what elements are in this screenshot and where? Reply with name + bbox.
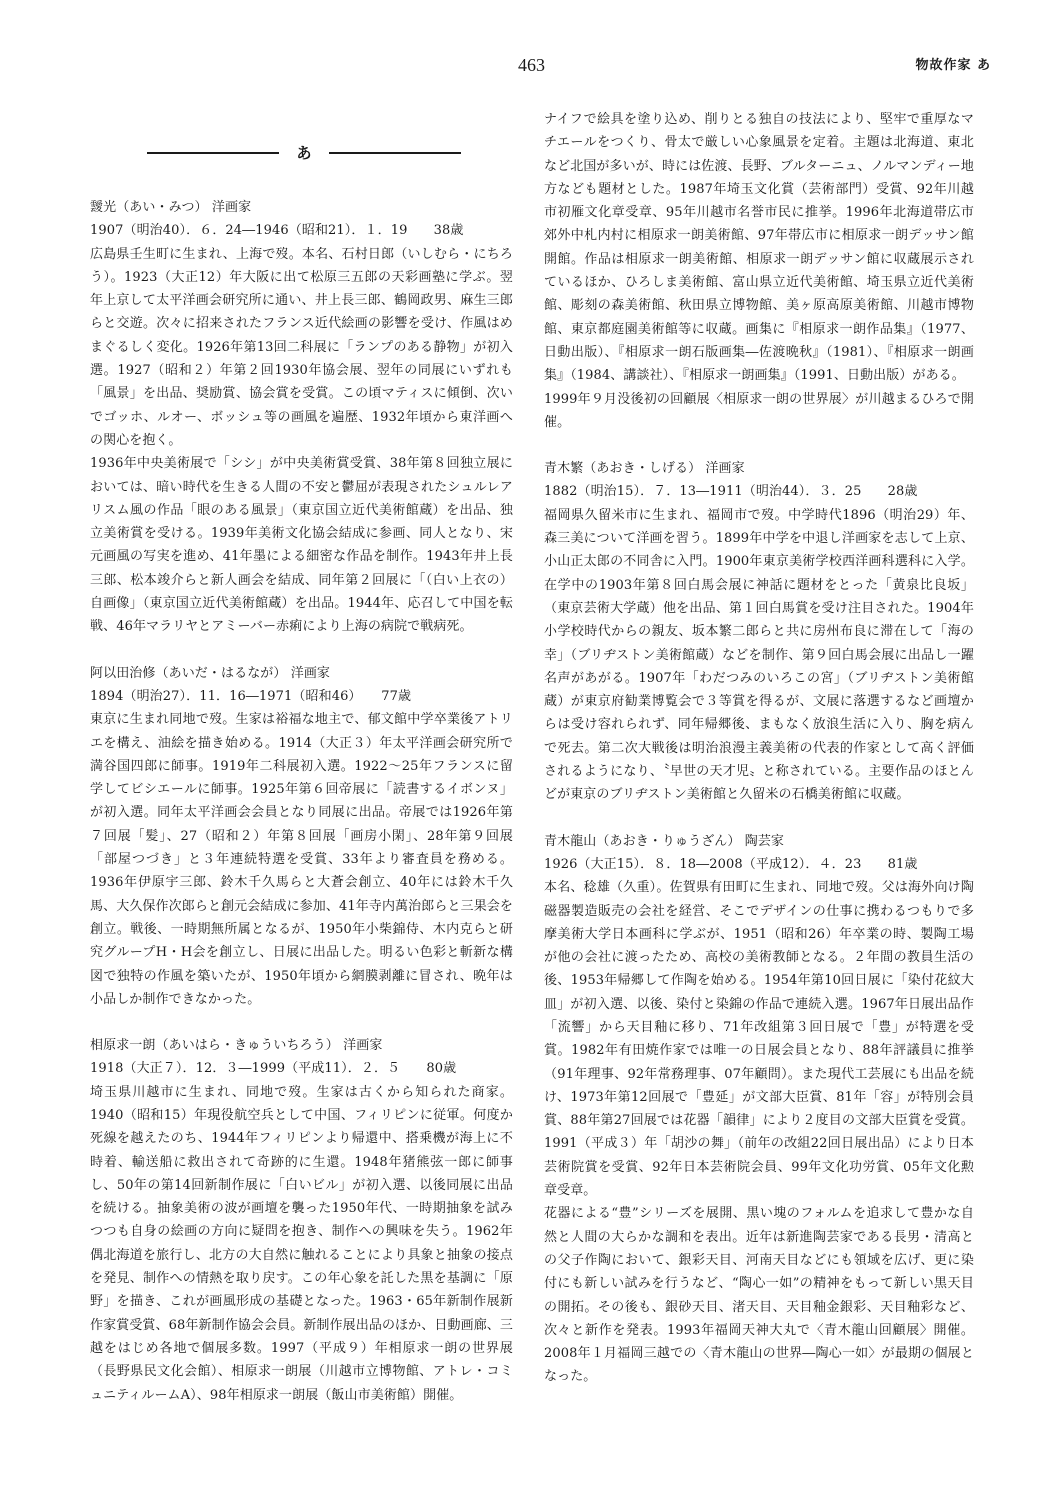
entry-name: 阿以田治修（あいだ・はるなが） 洋画家 xyxy=(90,665,331,681)
entry-dates: 1882（明治15）．７．13―1911（明治44）．３．25 28歳 xyxy=(544,484,918,500)
page-number: 463 xyxy=(518,55,545,75)
left-column xyxy=(90,196,513,1407)
entry-body xyxy=(90,708,513,1011)
entry-paragraph: 広島県壬生町に生まれ、上海で歿。本名、石村日郎（いしむら・にちろう）。1923（大正12）年大阪に出て松原三五郎の天彩画塾に学ぶ。翌年上京して太平洋画会研究所に通い、井上長三郎、鶴岡政男、麻生三郎らと交遊。次々に招来されたフランス近代絵画の影響を受け、作風はめまぐるしく変化。1926年第13回二科展に「ランプのある静物」が初入選。1927（昭和２）年第２回1930年協会展、翌年の同展にいずれも「風景」を出品、奨励賞、協会賞を受賞。この頃マティスに傾倒、次いでゴッホ、ルオー、ボッシュ等の画風を遍歴、1932年頃から東洋画への関心を抱く。 xyxy=(90,246,513,448)
entry-dates: 1926（大正15）．８．18―2008（平成12）．４．23 81歳 xyxy=(544,856,918,872)
entry-paragraph: 1936年中央美術展で「シシ」が中央美術賞受賞、38年第８回独立展においては、暗い時代を生きる人間の不安と鬱屈が表現されたシュルレアリスム風の作品「眼のある風景」（東京国立近代美術館蔵）を出品、独立美術賞を受ける。1939年美術文化協会結成に参画、同人となり、宋元画風の写実を進め、41年墨による細密な作品を制作。1943年井上長三郎、松本竣介らと新人画会を結成、同年第２回展に「（白い上衣の）自画像」（東京国立近代美術館蔵）を出品。1944年、応召して中国を転戦、46年マラリヤとアミーバー赤痢により上海の病院で戦病死。 xyxy=(90,456,513,635)
entry-name: 相原求一朗（あいはら・きゅういちろう） 洋画家 xyxy=(90,1038,383,1054)
entry-paragraph: 埼玉県川越市に生まれ、同地で歿。生家は古くから知られた商家。1940（昭和15）年現役航空兵として中国、フィリピンに従軍。何度か死線を越えたのち、1944年フィリピンより帰還中、搭乗機が海上に不時着、輸送船に救出されて奇跡的に生還。1948年猪熊弦一郎に師事し、50年の第14回新制作展に「白いビル」が初入選、以後同展に出品を続ける。抽象美術の波が画壇を襲った1950年代、一時期抽象を試みつつも自身の絵画の方向に疑問を抱き、制作への興味を失う。1962年偶北海道を旅行し、北方の大自然に触れることにより具象と抽象の接点を発見、制作への情熱を取り戻す。この年心象を託した黒を基調に「原野」を描き、これが画風形成の基礎となった。1963・65年新制作展新作家賞受賞、68年新制作協会会員。新制作展出品のほか、日動画廊、三越をはじめ各地で個展多数。1997（平成９）年相原求一朗の世界展（長野県民文化会館）、相原求一朗展（川越市立博物館、アトレ・コミュニティルームA）、98年相原求一朗展（飯山市美術館）開催。 xyxy=(90,1084,513,1403)
section-heading xyxy=(147,142,461,164)
entry-continuation xyxy=(544,108,974,434)
entry xyxy=(90,662,513,1011)
entry-body xyxy=(544,504,974,807)
entry-body xyxy=(544,876,974,1389)
entry-paragraph: ナイフで絵具を塗り込め、削りとる独自の技法により、堅牢で重厚なマチエールをつくり、骨太で厳しい心象風景を定着。主題は北海道、東北など北国が多いが、時には佐渡、長野、ブルターニュ、ノルマンディー地方なども題材とした。1987年埼玉文化賞（芸術部門）受賞、92年川越市初雁文化章受章、95年川越市名誉市民に推挙。1996年北海道帯広市郊外中札内村に相原求一朗美術館、97年帯広市に相原求一朗デッサン館開館。作品は相原求一朗美術館、相原求一朗デッサン館に収蔵展示されているほか、ひろしま美術館、富山県立近代美術館、埼玉県立近代美術館、彫刻の森美術館、秋田県立博物館、美ヶ原高原美術館、川越市博物館、東京都庭園美術館等に収蔵。画集に『相原求一朗作品集』（1977、日動出版）、『相原求一朗石版画集―佐渡晩秋』（1981）、『相原求一朗画集』（1984、講談社）、『相原求一朗画集』（1991、日動出版）がある。 xyxy=(544,112,974,384)
entry xyxy=(544,457,974,806)
entry-paragraph: 本名、稔雄（久重）。佐賀県有田町に生まれ、同地で歿。父は海外向け陶磁器製造販売の会社を経営、そこでデザインの仕事に携わるつもりで多摩美術大学日本画科に学ぶが、1951（昭和26）年卒業の時、製陶工場が他の会社に渡ったため、高校の美術教師となる。２年間の教員生活の後、1953年帰郷して作陶を始める。1954年第10回日展に「染付花紋大皿」が初入選、以後、染付と染錦の作品で連続入選。1967年日展出品作「流響」から天目釉に移り、71年改組第３回日展で「豊」が特選を受賞。1982年有田焼作家では唯一の日展会員となり、88年評議員に推挙（91年理事、92年常務理事、07年顧問）。また現代工芸展にも出品を続け、1973年第12回展で「豊延」が文部大臣賞、81年「容」が特別会員賞、88年第27回展では花器「韻律」により２度目の文部大臣賞を受賞。1991（平成３）年「胡沙の舞」（前年の改組22回日展出品）により日本芸術院賞を受賞、92年日本芸術院会員、99年文化功労賞、05年文化勲章受章。 xyxy=(544,880,974,1199)
entry-name: 青木繁（あおき・しげる） 洋画家 xyxy=(544,461,745,477)
entry-paragraph: 1999年９月没後初の回顧展〈相原求一朗の世界展〉が川越まるひろで開催。 xyxy=(544,391,974,430)
entry-paragraph: 福岡県久留米市に生まれ、福岡市で歿。中学時代1896（明治29）年、森三美について洋画を習う。1899年中学を中退し洋画家を志して上京、小山正太郎の不同舎に入門。1900年東京美術学校西洋画科選科に入学。在学中の1903年第８回白馬会展に神話に題材をとった「黄泉比良坂」（東京芸術大学蔵）他を出品、第１回白馬賞を受け注目された。1904年小学校時代からの親友、坂本繁二郎らと共に房州布良に滞在して「海の幸」（ブリヂストン美術館蔵）などを制作、第９回白馬会展に出品し一躍名声があがる。1907年「わだつみのいろこの宮」（ブリヂストン美術館蔵）が東京府勧業博覧会で３等賞を得るが、文展に落選するなど画壇からは受け容れられず、同年帰郷後、まもなく放浪生活に入り、胸を病んで死去。第二次大戦後は明治浪漫主義美術の代表的作家として高く評価されるようになり、〝早世の天才児〟と称されている。主要作品のほとんどが東京のブリヂストン美術館と久留米の石橋美術館に収蔵。 xyxy=(544,507,974,803)
entry xyxy=(90,1034,513,1407)
entry-dates: 1894（明治27）．11．16―1971（昭和46） 77歳 xyxy=(90,688,412,704)
entry-dates: 1907（明治40）．６．24―1946（昭和21）．１．19 38歳 xyxy=(90,223,464,239)
entry-name: 青木龍山（あおき・りゅうざん） 陶芸家 xyxy=(544,833,785,849)
right-column xyxy=(544,108,974,1389)
entry xyxy=(544,830,974,1389)
section-kana: あ xyxy=(296,144,312,162)
entry-dates: 1918（大正７）．12．３―1999（平成11）．２．５ 80歳 xyxy=(90,1061,457,1077)
entry-gap xyxy=(544,434,974,457)
heading-rule-right xyxy=(329,152,461,154)
entry-paragraph: 花器による“豊”シリーズを展開、黒い塊のフォルムを追求して豊かな自然と人間の大らかな調和を表出。近年は新進陶芸家である長男・清高との父子作陶において、銀彩天目、河南天目などにも領域を広げ、更に染付にも新しい試みを行うなど、“陶心一如”の精神をもって新しい黒天目の開拓。その後も、銀砂天目、渚天目、天目釉金銀彩、天目釉彩など、次々と新作を発表。1993年福岡天神大丸で〈青木龍山回顧展〉開催。2008年１月福岡三越での〈青木龍山の世界―陶心一如〉が最期の個展となった。 xyxy=(544,1206,974,1385)
entry-body xyxy=(90,1081,513,1407)
entry-body xyxy=(90,243,513,639)
entry-name: 靉光（あい・みつ） 洋画家 xyxy=(90,200,252,215)
entry xyxy=(90,196,513,639)
entry-paragraph: 東京に生まれ同地で歿。生家は裕福な地主で、郁文館中学卒業後アトリエを構え、油絵を描き始める。1914（大正３）年太平洋画会研究所で満谷国四郎に師事。1919年二科展初入選。1922～25年フランスに留学してビシエールに師事。1925年第６回帝展に「読書するイボンヌ」が初入選。同年太平洋画会会員となり同展に出品。帝展では1926年第７回展「髪」、27（昭和２）年第８回展「画房小閑」、28年第９回展「部屋つづき」と３年連続特選を受賞、33年より審査員を務める。1936年伊原宇三郎、鈴木千久馬らと大蒼会創立、40年には鈴木千久馬、大久保作次郎らと創元会結成に参加、41年寺内萬治郎らと三果会を創立。戦後、一時期無所属となるが、1950年小柴錦侍、木内克らと研究グループH・H会を創立し、日展に出品した。明るい色彩と斬新な構図で独特の作風を築いたが、1950年頃から網膜剥離に冒され、晩年は小品しか制作できなかった。 xyxy=(90,712,513,1007)
running-header: 物故作家 あ xyxy=(915,58,991,73)
